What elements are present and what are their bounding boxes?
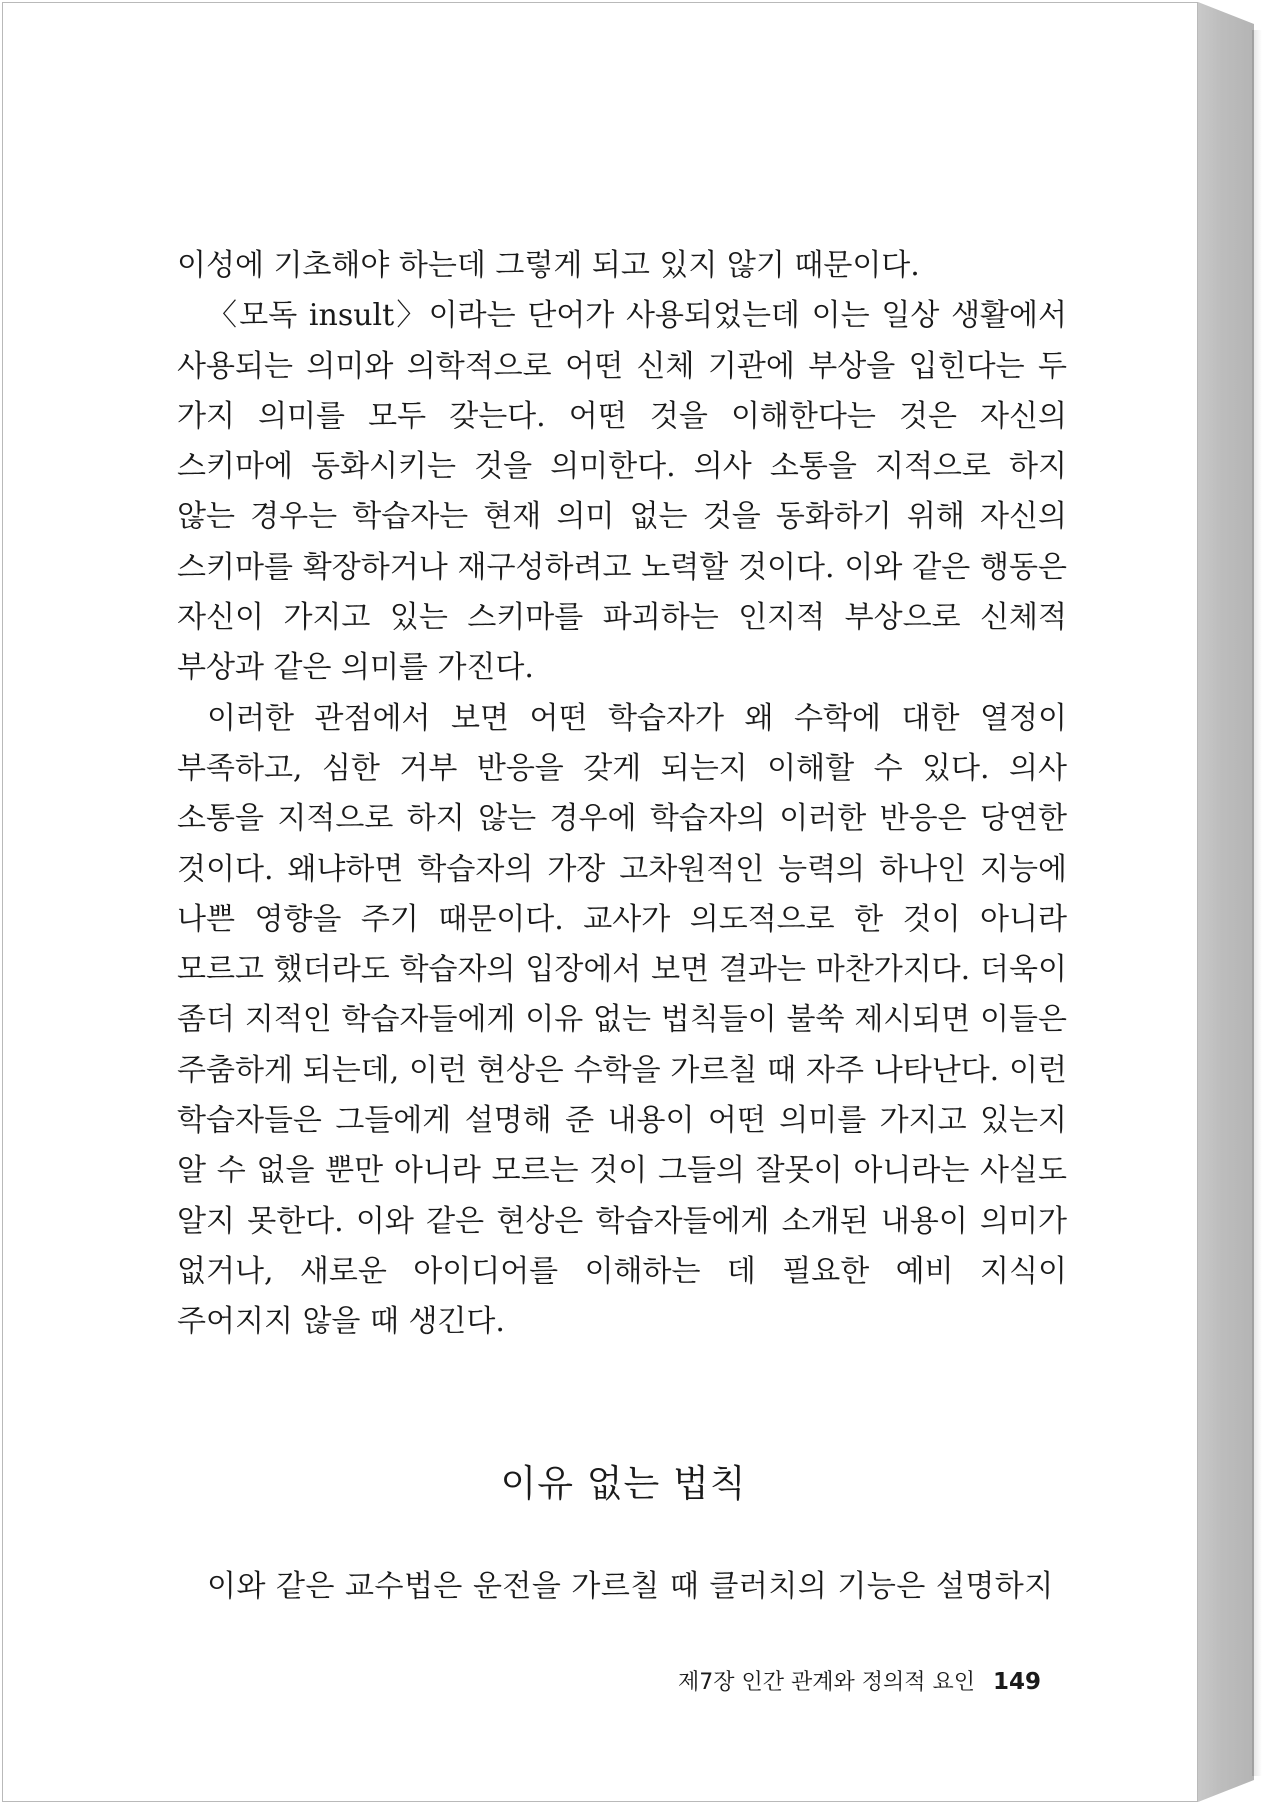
section-title: 이유 없는 법칙 [500,1462,747,1505]
paragraph-3: 이러한 관점에서 보면 어떤 학습자가 왜 수학에 대한 열정이 부족하고, 심한 거부 반응을 갖게 되는지 이해할 수 있다. 의사 소통을 지적으로 하지 않는 경우에 학습자의 이러한 반응은 당연한 것이다. 왜냐하면 학습자의 가장 고차원적인 능력의 하나인 지능에 나쁜 영향을 주기 때문이다. 교사가 의도적으로 한 것이 아니라 모르고 했더라도 학습자의 입장에서 보면 결과는 마찬가지다. 더욱이 좀더 지적인 학습자들에게 이유 없는 법칙들이 불쑥 제시되면 이들은 주춤하게 되는데, 이런 현상은 수학을 가르칠 때 자주 나타난다. 이런 학습자들은 그들에게 설명해 준 내용이 어떤 의미를 가지고 있는지 알 수 없을 뿐만 아니라 모르는 것이 그들의 잘못이 아니라는 사실도 알지 못한다. 이와 같은 현상은 학습자들에게 소개된 내용이 의미가 없거나, 새로운 아이디어를 이해하는 데 필요한 예비 지식이 주어지지 않을 때 생긴다. [177,700,1067,1340]
section-lead-paragraph: 이와 같은 교수법은 운전을 가르칠 때 클러치의 기능은 설명하지 [207,1569,1054,1604]
page-footer [678,1665,1041,1696]
book-edge-shadow [1252,30,1262,1776]
paragraph-1: 이성에 기초해야 하는데 그렇게 되고 있지 않기 때문이다. [177,248,920,283]
paragraph-2: 〈모독 insult〉이라는 단어가 사용되었는데 이는 일상 생활에서 사용되는 의미와 의학적으로 어떤 신체 기관에 부상을 입힌다는 두 가지 의미를 모두 갖는다. 어떤 것을 이해한다는 것은 자신의 스키마에 동화시키는 것을 의미한다. 의사 소통을 지적으로 하지 않는 경우는 학습자는 현재 의미 없는 것을 동화하기 위해 자신의 스키마를 확장하거나 재구성하려고 노력할 것이다. 이와 같은 행동은 자신이 가지고 있는 스키마를 파괴하는 인지적 부상으로 신체적 부상과 같은 의미를 가진다. [177,298,1067,686]
book-page-edge [1198,2,1254,1802]
body-text [177,241,1067,1348]
page-number: 149 [992,1669,1041,1695]
chapter-title: 제7장 인간 관계와 정의적 요인 [677,1670,975,1695]
book-page [2,2,1198,1802]
